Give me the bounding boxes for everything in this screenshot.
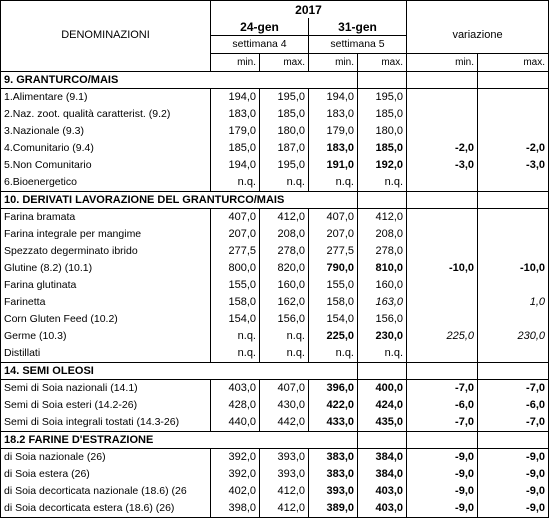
table-row [1, 243, 549, 260]
cell-week2-min: 790,0 [309, 260, 358, 277]
cell-var-max: -10,0 [478, 260, 549, 277]
cell-week2-min: 225,0 [309, 328, 358, 345]
cell-week2-max: n.q. [358, 345, 407, 363]
table-row [1, 123, 549, 140]
cell-week1-max: 407,0 [260, 380, 309, 398]
cell-var-min [407, 89, 478, 107]
cell-week2-max: 160,0 [358, 277, 407, 294]
row-name: di Soia nazionale (26) [1, 449, 211, 467]
cell-week2-max: 208,0 [358, 226, 407, 243]
cell-week1-max: n.q. [260, 345, 309, 363]
cell-week1-max: 393,0 [260, 449, 309, 467]
cell-week2-max: 195,0 [358, 89, 407, 107]
table-row [1, 483, 549, 500]
row-name: 1.Alimentare (9.1) [1, 89, 211, 107]
cell-week2-min: 422,0 [309, 397, 358, 414]
section-blank-cell [478, 192, 549, 209]
cell-week1-min: 440,0 [211, 414, 260, 432]
cell-week2-max: 180,0 [358, 123, 407, 140]
cell-week2-min: 191,0 [309, 157, 358, 174]
cell-var-max: -6,0 [478, 397, 549, 414]
cell-week1-max: 180,0 [260, 123, 309, 140]
section-blank-cell [407, 72, 478, 89]
cell-var-min: -9,0 [407, 500, 478, 518]
cell-week1-min: 277,5 [211, 243, 260, 260]
cell-var-min [407, 123, 478, 140]
cell-week1-max: 820,0 [260, 260, 309, 277]
cell-week2-min: 407,0 [309, 209, 358, 227]
table-row [1, 466, 549, 483]
cell-week1-max: 412,0 [260, 483, 309, 500]
cell-week2-min: 393,0 [309, 483, 358, 500]
cell-week1-min: 428,0 [211, 397, 260, 414]
max-label: max. [358, 54, 407, 72]
cell-week1-min: 158,0 [211, 294, 260, 311]
cell-week2-min: 155,0 [309, 277, 358, 294]
week1-label: settimana 4 [211, 36, 309, 54]
cell-var-min: -9,0 [407, 483, 478, 500]
row-name: Germe (10.3) [4, 330, 67, 343]
table-row [1, 397, 549, 414]
cell-var-min [407, 311, 478, 328]
table-row [1, 209, 549, 227]
row-name: 5.Non Comunitario [4, 159, 92, 172]
cell-var-max: -7,0 [478, 414, 549, 432]
section-blank-cell [478, 72, 549, 89]
cell-var-max [478, 174, 549, 192]
table-row [1, 157, 549, 174]
min-label: min. [211, 54, 260, 72]
section-header-row [1, 72, 549, 89]
cell-var-min: -3,0 [407, 157, 478, 174]
row-name: di Soia estera (26) [4, 468, 90, 481]
cell-week1-min: 154,0 [211, 311, 260, 328]
cell-week2-max: 412,0 [358, 209, 407, 227]
section-header-row [1, 432, 549, 449]
cell-var-min [407, 243, 478, 260]
cell-week2-max: 384,0 [358, 466, 407, 483]
table-row [1, 106, 549, 123]
section-title: 10. DERIVATI LAVORAZIONE DEL GRANTURCO/MAIS [1, 192, 358, 209]
cell-week1-max: 442,0 [260, 414, 309, 432]
week2-label: settimana 5 [309, 36, 407, 54]
row-name: Farina bramata [1, 209, 211, 227]
cell-var-max [478, 89, 549, 107]
cell-week1-max: 185,0 [260, 106, 309, 123]
cell-week2-min: 396,0 [309, 380, 358, 398]
cell-week2-min: 158,0 [309, 294, 358, 311]
section-header-row [1, 192, 549, 209]
cell-var-max [478, 209, 549, 227]
header-blank-right [407, 1, 549, 19]
row-name: 6.Bioenergetico [4, 176, 77, 189]
cell-week1-min: 402,0 [211, 483, 260, 500]
table-row [1, 449, 549, 467]
cell-var-min: -7,0 [407, 414, 478, 432]
column-header-variazione: variazione [407, 18, 549, 54]
column-header-denominazioni: DENOMINAZIONI [61, 29, 150, 42]
section-blank-cell [407, 363, 478, 380]
row-name: di Soia decorticata estera (18.6) (26) [4, 502, 175, 515]
section-blank-cell [358, 363, 407, 380]
table-row [1, 140, 549, 157]
cell-var-min: -10,0 [407, 260, 478, 277]
cell-var-max: 1,0 [478, 294, 549, 311]
section-blank-cell [358, 72, 407, 89]
cell-var-min: -9,0 [407, 449, 478, 467]
cell-week2-min: 154,0 [309, 311, 358, 328]
cell-week1-min: n.q. [211, 174, 260, 192]
row-name: di Soia decorticata nazionale (18.6) (26 [4, 485, 187, 498]
header-blank [1, 54, 211, 72]
max-label: max. [478, 54, 549, 72]
cell-week1-max: n.q. [260, 174, 309, 192]
cell-var-min: -9,0 [407, 466, 478, 483]
row-name: 3.Nazionale (9.3) [4, 125, 84, 138]
cell-week1-min: 185,0 [211, 140, 260, 157]
cell-week2-max: 403,0 [358, 483, 407, 500]
cell-week1-max: 278,0 [260, 243, 309, 260]
cell-var-min: -7,0 [407, 380, 478, 398]
cell-week1-max: n.q. [260, 328, 309, 345]
cell-week1-max: 412,0 [260, 500, 309, 518]
cell-week1-max: 430,0 [260, 397, 309, 414]
row-name: Farina integrale per mangime [4, 228, 142, 241]
table-row [1, 311, 549, 328]
cell-var-max: 230,0 [478, 328, 549, 345]
cell-week2-max: n.q. [358, 174, 407, 192]
cell-week2-min: n.q. [309, 174, 358, 192]
cell-week1-min: 194,0 [211, 157, 260, 174]
cell-week2-min: 183,0 [309, 140, 358, 157]
row-name: Distillati [4, 347, 41, 360]
cell-var-max [478, 123, 549, 140]
cell-var-max [478, 243, 549, 260]
min-label: min. [309, 54, 358, 72]
row-name: Semi di Soia integrali tostati (14.3-26) [4, 416, 180, 429]
cell-week2-max: 403,0 [358, 500, 407, 518]
cell-week1-max: 195,0 [260, 157, 309, 174]
cell-week1-min: n.q. [211, 345, 260, 363]
cell-week1-min: 392,0 [211, 466, 260, 483]
cell-week1-min: 800,0 [211, 260, 260, 277]
cell-week1-max: 412,0 [260, 209, 309, 227]
cell-var-min [407, 226, 478, 243]
week1-date: 24-gen [211, 18, 309, 36]
cell-var-max [478, 106, 549, 123]
cell-var-min: 225,0 [407, 328, 478, 345]
cell-week2-max: 185,0 [358, 140, 407, 157]
section-blank-cell [478, 432, 549, 449]
row-name: 4.Comunitario (9.4) [4, 142, 94, 155]
cell-var-max: -9,0 [478, 483, 549, 500]
cell-week2-min: 207,0 [309, 226, 358, 243]
cell-week2-max: 384,0 [358, 449, 407, 467]
cell-week1-min: 194,0 [211, 89, 260, 107]
cell-week2-max: 435,0 [358, 414, 407, 432]
cell-week2-max: 230,0 [358, 328, 407, 345]
cell-var-max: -7,0 [478, 380, 549, 398]
cell-week1-min: 403,0 [211, 380, 260, 398]
row-name: Semi di Soia nazionali (14.1) [1, 380, 211, 398]
table-row [1, 89, 549, 107]
cell-week2-min: 194,0 [309, 89, 358, 107]
cell-var-max: -9,0 [478, 449, 549, 467]
cell-week1-max: 195,0 [260, 89, 309, 107]
section-title: 9. GRANTURCO/MAIS [1, 72, 358, 89]
table-row [1, 345, 549, 363]
max-label: max. [260, 54, 309, 72]
cell-var-min [407, 294, 478, 311]
table-row [1, 500, 549, 518]
cell-var-min [407, 345, 478, 363]
section-blank-cell [478, 363, 549, 380]
table-body [1, 72, 549, 518]
cell-week1-min: 179,0 [211, 123, 260, 140]
table-row [1, 174, 549, 192]
cell-week2-min: 383,0 [309, 466, 358, 483]
row-name: Spezzato degerminato ibrido [4, 245, 138, 258]
row-name: Semi di Soia esteri (14.2-26) [4, 399, 138, 412]
cell-week1-min: 398,0 [211, 500, 260, 518]
cell-var-min [407, 209, 478, 227]
cell-var-min: -2,0 [407, 140, 478, 157]
cell-week2-max: 185,0 [358, 106, 407, 123]
cell-week1-min: n.q. [211, 328, 260, 345]
cell-week1-min: 392,0 [211, 449, 260, 467]
cell-week1-max: 187,0 [260, 140, 309, 157]
section-blank-cell [407, 432, 478, 449]
cell-week2-min: n.q. [309, 345, 358, 363]
min-label: min. [407, 54, 478, 72]
section-blank-cell [358, 432, 407, 449]
section-blank-cell [358, 192, 407, 209]
cell-var-max: -2,0 [478, 140, 549, 157]
cell-week2-min: 277,5 [309, 243, 358, 260]
cell-week2-min: 183,0 [309, 106, 358, 123]
cell-week1-min: 407,0 [211, 209, 260, 227]
cell-week2-min: 433,0 [309, 414, 358, 432]
table-row [1, 226, 549, 243]
table-row [1, 380, 549, 398]
cell-var-max: -9,0 [478, 500, 549, 518]
cell-var-min [407, 174, 478, 192]
cell-week2-max: 424,0 [358, 397, 407, 414]
table-row [1, 414, 549, 432]
cell-var-max [478, 277, 549, 294]
cell-week2-min: 383,0 [309, 449, 358, 467]
cell-week1-max: 208,0 [260, 226, 309, 243]
section-title: 14. SEMI OLEOSI [1, 363, 358, 380]
cell-var-min [407, 277, 478, 294]
cell-week2-max: 192,0 [358, 157, 407, 174]
cell-week1-max: 160,0 [260, 277, 309, 294]
cell-week2-max: 810,0 [358, 260, 407, 277]
cell-week2-max: 163,0 [358, 294, 407, 311]
section-blank-cell [407, 192, 478, 209]
cell-week2-max: 156,0 [358, 311, 407, 328]
row-name: Glutine (8.2) (10.1) [4, 262, 93, 275]
header-blank [1, 1, 211, 19]
section-header-row [1, 363, 549, 380]
row-name: Corn Gluten Feed (10.2) [4, 313, 118, 326]
table-row [1, 328, 549, 345]
year-label: 2017 [211, 1, 407, 19]
cell-week2-min: 179,0 [309, 123, 358, 140]
section-title: 18.2 FARINE D'ESTRAZIONE [1, 432, 358, 449]
row-name: Farina glutinata [4, 279, 77, 292]
cell-week1-max: 162,0 [260, 294, 309, 311]
cell-week2-max: 400,0 [358, 380, 407, 398]
cell-var-max: -3,0 [478, 157, 549, 174]
cell-week2-min: 389,0 [309, 500, 358, 518]
week2-date: 31-gen [309, 18, 407, 36]
cell-week1-min: 155,0 [211, 277, 260, 294]
cell-var-max: -9,0 [478, 466, 549, 483]
cell-week1-max: 156,0 [260, 311, 309, 328]
cell-var-max [478, 311, 549, 328]
cell-week1-min: 183,0 [211, 106, 260, 123]
cell-var-min [407, 106, 478, 123]
row-name: 2.Naz. zoot. qualità caratterist. (9.2) [4, 108, 171, 121]
cell-week2-max: 278,0 [358, 243, 407, 260]
table-row [1, 277, 549, 294]
cell-var-max [478, 345, 549, 363]
cell-week1-max: 393,0 [260, 466, 309, 483]
cell-var-min: -6,0 [407, 397, 478, 414]
table-row [1, 260, 549, 277]
cell-var-max [478, 226, 549, 243]
cell-week1-min: 207,0 [211, 226, 260, 243]
table-row [1, 294, 549, 311]
row-name: Farinetta [4, 296, 46, 309]
